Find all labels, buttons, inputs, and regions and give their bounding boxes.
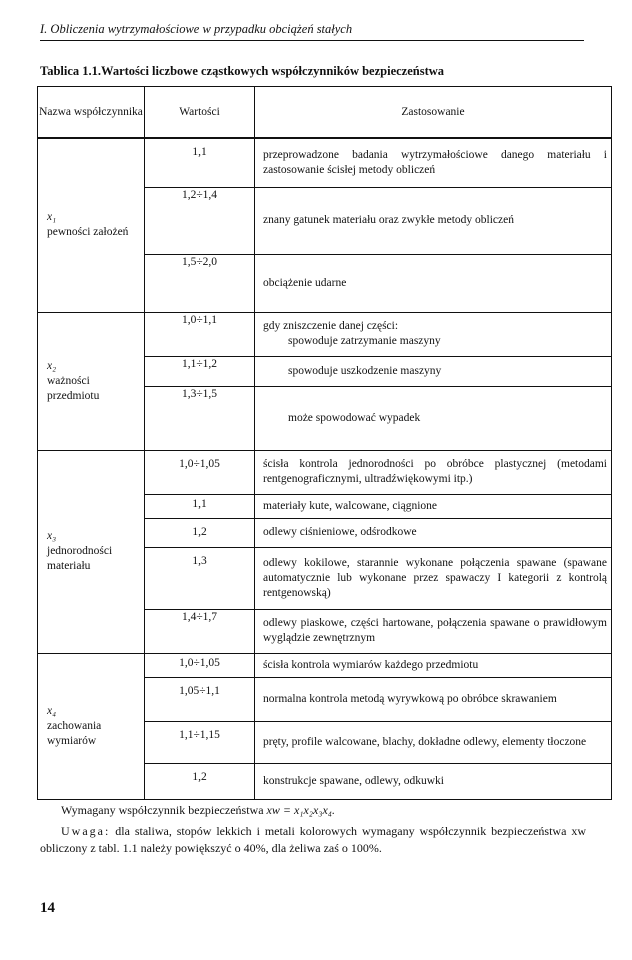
note-label: Uwaga: [61, 824, 111, 838]
table-header-row [38, 87, 612, 139]
factor-use: odlewy kokilowe, starannie wykonane połączenia spawane (spawane automatycznie lub wykonane przez spawaczy I kategorii z kontrolą rentgenowską) [255, 547, 612, 609]
factor-symbol: x₂ [47, 359, 57, 372]
table-row [38, 653, 612, 677]
factor-use-item: spowoduje uszkodzenie maszyny [288, 364, 442, 377]
factor-name: zachowania wymiarów [47, 719, 102, 747]
factor-use: odlewy piaskowe, części hartowane, połączenia spawane o prawidłowym wyglądzie zewnętrznym [255, 609, 612, 653]
factor-use: materiały kute, walcowane, ciągnione [255, 494, 612, 518]
factor-use [255, 356, 612, 386]
factor-use: znany gatunek materiału oraz zwykłe metody obliczeń [255, 187, 612, 254]
factor-name-cell [38, 450, 145, 653]
factor-use: ścisła kontrola jednorodności po obróbce plastycznej (metodami rentgenograficznymi, ultradźwiękowymi itp.) [255, 450, 612, 494]
safety-factors-table [37, 86, 612, 800]
factor-use-item: może spowodować wypadek [288, 411, 421, 424]
factor-value: 1,0÷1,05 [145, 450, 255, 494]
factor-use: ścisła kontrola wymiarów każdego przedmiotu [255, 653, 612, 677]
column-header-name: Nazwa współczynnika [38, 87, 145, 139]
factor-value: 1,0÷1,05 [145, 653, 255, 677]
factor-use-intro: gdy zniszczenie danej części: [263, 320, 399, 332]
factor-value: 1,1 [145, 138, 255, 187]
required-factor-text: Wymagany współczynnik bezpieczeństwa [61, 803, 264, 817]
required-factor-formula: xw = x₁x₂x₃x₄. [266, 803, 335, 817]
table-row [38, 138, 612, 187]
factor-name: jednorodności materiału [47, 545, 113, 572]
factor-use: obciążenie udarne [255, 254, 612, 312]
factor-name-cell [38, 312, 145, 450]
factor-value: 1,3÷1,5 [145, 386, 255, 450]
factor-value: 1,4÷1,7 [145, 609, 255, 653]
required-factor-line [61, 803, 335, 818]
running-header: I. Obliczenia wytrzymałościowe w przypadku obciążeń stałych [40, 22, 584, 41]
factor-symbol: x₄ [47, 704, 57, 717]
factor-name-cell [38, 138, 145, 312]
factor-use: normalna kontrola metodą wyrywkową po obróbce skrawaniem [255, 677, 612, 721]
page-number: 14 [40, 900, 55, 916]
factor-name: pewności założeń [47, 226, 129, 239]
factor-value: 1,1÷1,2 [145, 356, 255, 386]
factor-use: pręty, profile walcowane, blachy, dokładne odlewy, elementy tłoczone [255, 721, 612, 763]
factor-value: 1,05÷1,1 [145, 677, 255, 721]
factor-value: 1,2 [145, 763, 255, 799]
factor-value: 1,5÷2,0 [145, 254, 255, 312]
factor-use: odlewy ciśnieniowe, odśrodkowe [255, 518, 612, 547]
factor-name-cell [38, 653, 145, 799]
column-header-values: Wartości [145, 87, 255, 139]
factor-symbol: x₁ [47, 211, 57, 224]
factor-use: konstrukcje spawane, odlewy, odkuwki [255, 763, 612, 799]
factor-use-item: spowoduje zatrzymanie maszyny [288, 335, 441, 347]
factor-use: przeprowadzone badania wytrzymałościowe danego materiału i zastosowanie ścisłej metody obliczeń [255, 138, 612, 187]
factor-value: 1,1÷1,15 [145, 721, 255, 763]
column-header-use: Zastosowanie [255, 87, 612, 139]
factor-value: 1,3 [145, 547, 255, 609]
factor-symbol: x₃ [47, 530, 57, 542]
factor-value: 1,0÷1,1 [145, 312, 255, 356]
factor-name: ważności przedmiotu [47, 374, 100, 402]
table-row [38, 312, 612, 356]
note-paragraph [40, 823, 586, 857]
factor-value: 1,1 [145, 494, 255, 518]
factor-use [255, 386, 612, 450]
table-caption: Tablica 1.1.Wartości liczbowe cząstkowych współczynników bezpieczeństwa [40, 64, 445, 78]
factor-use [255, 312, 612, 356]
table-row [38, 450, 612, 494]
note-text: dla staliwa, stopów lekkich i metali kolorowych wymagany współczynnik bezpieczeństwa xw obliczony z tabl. 1.1 należy powiększyć o 40%, dla żeliwa zaś o 100%. [40, 824, 587, 855]
factor-value: 1,2 [145, 518, 255, 547]
factor-value: 1,2÷1,4 [145, 187, 255, 254]
